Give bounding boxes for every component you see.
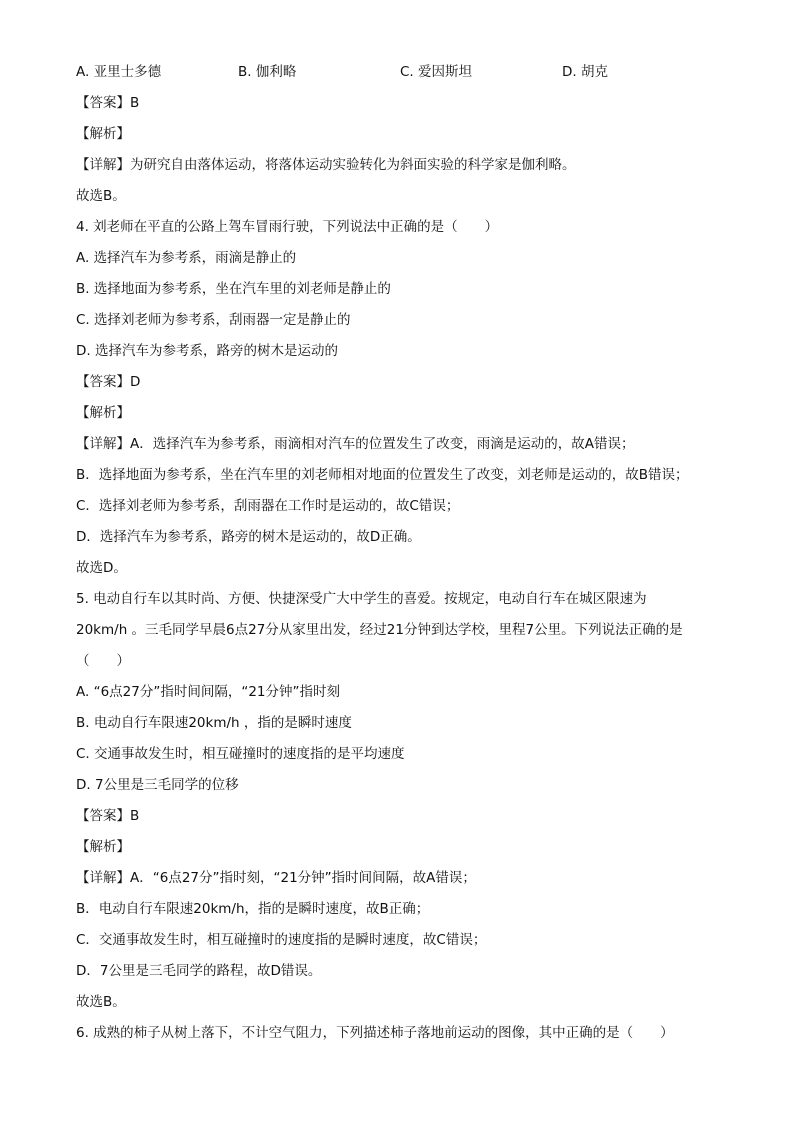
q4-option-b: B. 选择地面为参考系，坐在汽车里的刘老师是静止的 (76, 281, 391, 297)
q3-answer: 【答案】B (76, 95, 140, 111)
q5-option-c: C. 交通事故发生时，相互碰撞时的速度指的是平均速度 (76, 746, 405, 762)
q6-stem: 6. 成熟的柿子从树上落下，不计空气阻力，下列描述柿子落地前运动的图像，其中正确的是（ ） (76, 1025, 674, 1041)
q3-option-c: C. 爱因斯坦 (400, 64, 473, 80)
q3-conclusion: 故选B。 (76, 188, 126, 204)
q4-detail-d: D．选择汽车为参考系，路旁的树木是运动的，故D正确。 (76, 529, 421, 545)
q5-answer: 【答案】B (76, 808, 140, 824)
q5-stem-line-1: 5. 电动自行车以其时尚、方便、快捷深受广大中学生的喜爱。按规定，电动自行车在城区限速为 (76, 591, 647, 607)
q4-option-d: D. 选择汽车为参考系，路旁的树木是运动的 (76, 343, 338, 359)
q5-detail-d: D．7公里是三毛同学的路程，故D错误。 (76, 963, 322, 979)
q4-answer: 【答案】D (76, 374, 141, 390)
q5-stem-line-2: 20km/h 。三毛同学早晨6点27分从家里出发，经过21分钟到达学校，里程7公里。下列说法正确的是 (76, 622, 683, 638)
q5-conclusion: 故选B。 (76, 994, 126, 1010)
q5-option-d: D. 7公里是三毛同学的位移 (76, 777, 239, 793)
q3-options-row (76, 62, 734, 82)
q4-analysis-heading: 【解析】 (76, 405, 130, 421)
q5-stem-line-3: （ ） (76, 653, 130, 669)
q4-detail-c: C．选择刘老师为参考系，刮雨器在工作时是运动的，故C错误； (76, 498, 460, 514)
q4-stem: 4. 刘老师在平直的公路上驾车冒雨行驶，下列说法中正确的是（ ） (76, 219, 499, 235)
q5-option-a: A. “6点27分”指时间间隔，“21分钟”指时刻 (76, 684, 341, 700)
q4-option-c: C. 选择刘老师为参考系，刮雨器一定是静止的 (76, 312, 351, 328)
q4-conclusion: 故选D。 (76, 560, 127, 576)
q3-option-b: B. 伽利略 (238, 64, 297, 80)
q3-detail: 【详解】为研究自由落体运动，将落体运动实验转化为斜面实验的科学家是伽利略。 (76, 157, 576, 173)
q5-detail-a: 【详解】A．“6点27分”指时刻，“21分钟”指时间间隔，故A错误； (76, 870, 476, 886)
q4-detail-a: 【详解】A．选择汽车为参考系，雨滴相对汽车的位置发生了改变，雨滴是运动的，故A错误； (76, 436, 635, 452)
q5-option-b: B. 电动自行车限速20km/h ，指的是瞬时速度 (76, 715, 352, 731)
q3-option-a: A. 亚里士多德 (76, 64, 162, 80)
q5-analysis-heading: 【解析】 (76, 839, 130, 855)
q5-detail-c: C．交通事故发生时，相互碰撞时的速度指的是瞬时速度，故C错误； (76, 932, 487, 948)
q3-option-d: D. 胡克 (562, 64, 608, 80)
q4-detail-b: B．选择地面为参考系，坐在汽车里的刘老师相对地面的位置发生了改变，刘老师是运动的，故B错误； (76, 467, 689, 483)
q5-detail-b: B．电动自行车限速20km/h，指的是瞬时速度，故B正确； (76, 901, 430, 917)
q4-option-a: A. 选择汽车为参考系，雨滴是静止的 (76, 250, 297, 266)
q3-analysis-heading: 【解析】 (76, 126, 130, 142)
